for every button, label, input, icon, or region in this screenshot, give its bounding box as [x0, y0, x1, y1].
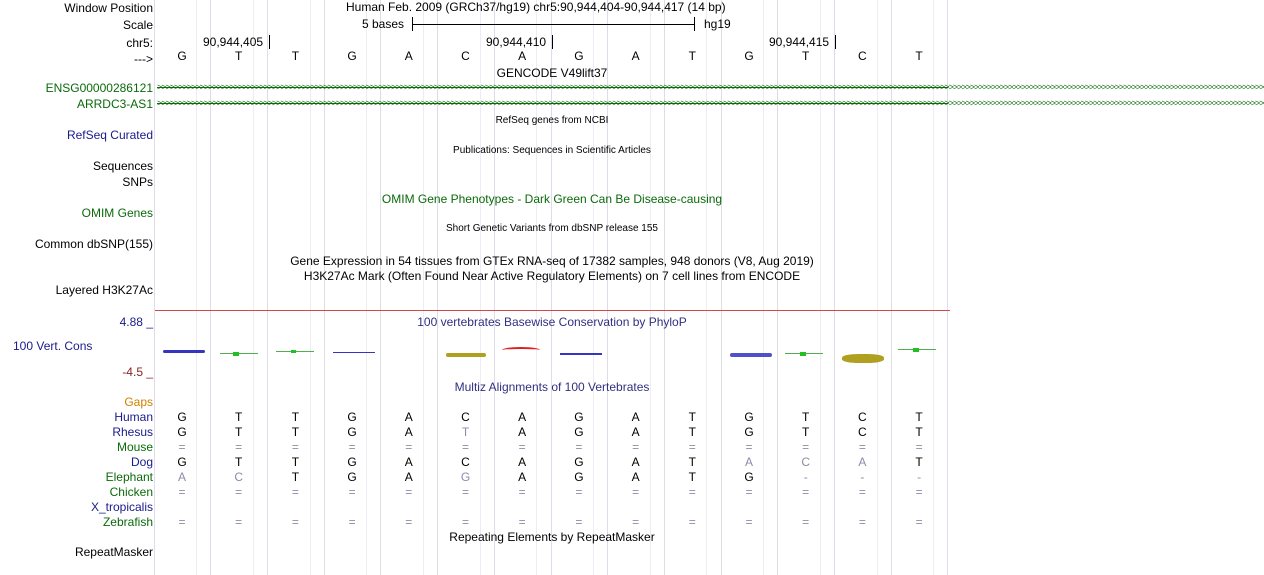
- alignment-base: =: [461, 515, 469, 529]
- phylop-max-label: 4.88 _: [119, 315, 153, 329]
- dbsnp-label[interactable]: Common dbSNP(155): [34, 237, 153, 251]
- position-label-2: 90,944,410: [486, 35, 547, 49]
- alignment-base: T: [291, 410, 300, 424]
- sequence-base: G: [177, 49, 187, 63]
- omim-label[interactable]: OMIM Genes: [81, 206, 153, 220]
- sequence-base: A: [631, 49, 640, 63]
- sequences-label[interactable]: Sequences: [92, 159, 153, 173]
- cons-mark-8: [502, 347, 540, 353]
- alignment-base: =: [745, 440, 753, 454]
- alignment-base: G: [744, 470, 754, 484]
- alignment-base: =: [291, 440, 299, 454]
- species-label-zebrafish[interactable]: Zebrafish: [102, 515, 153, 529]
- alignment-base: =: [632, 515, 640, 529]
- alignment-base: T: [915, 455, 923, 469]
- alignment-base: =: [915, 440, 923, 454]
- sequence-base: A: [518, 49, 527, 63]
- alignment-base: =: [235, 440, 243, 454]
- chrom-label: chr5:: [126, 36, 153, 50]
- alignment-base: =: [802, 515, 810, 529]
- alignment-base: G: [460, 470, 471, 484]
- alignment-base: =: [518, 485, 526, 499]
- window-position-label: Window Position: [64, 1, 153, 15]
- alignment-base: =: [915, 515, 923, 529]
- alignment-base: =: [461, 440, 469, 454]
- alignment-base: G: [744, 410, 754, 424]
- gaps-label[interactable]: Gaps: [124, 395, 153, 409]
- cons-mark-2: [220, 353, 258, 354]
- alignment-base: =: [858, 515, 866, 529]
- cons-mark-1: [163, 350, 205, 353]
- sequence-base: A: [404, 49, 413, 63]
- alignment-base: T: [802, 425, 810, 439]
- cons-mark-3: [233, 352, 239, 356]
- alignment-base: G: [177, 455, 187, 469]
- strand-label: --->: [134, 52, 153, 66]
- alignment-base: =: [405, 440, 413, 454]
- alignment-base: A: [631, 470, 640, 484]
- alignment-base: G: [574, 425, 584, 439]
- sequence-base: G: [347, 49, 357, 63]
- refseq-label[interactable]: RefSeq Curated: [66, 128, 153, 142]
- cons-label[interactable]: 100 Vert. Cons: [13, 339, 93, 353]
- alignment-base: =: [575, 440, 583, 454]
- alignment-base: G: [347, 470, 357, 484]
- alignment-base: =: [688, 515, 696, 529]
- alignment-base: =: [405, 485, 413, 499]
- alignment-base: A: [631, 425, 640, 439]
- alignment-base: C: [234, 470, 244, 484]
- cons-mark-15: [913, 348, 919, 352]
- h3k27ac-title[interactable]: H3K27Ac Mark (Often Found Near Active Regulatory Elements) on 7 cell lines from ENCODE: [303, 269, 801, 283]
- alignment-base: A: [518, 425, 527, 439]
- cons-mark-6: [333, 352, 375, 353]
- cons-mark-5: [291, 350, 296, 353]
- alignment-base: A: [518, 455, 527, 469]
- publications-title[interactable]: Publications: Sequences in Scientific Articles: [453, 145, 651, 156]
- scale-bar-left-tick: [412, 17, 413, 31]
- alignment-base: A: [177, 470, 186, 484]
- alignment-base: T: [291, 425, 300, 439]
- gene-strand-arrows-ensg: >>>>>>>>>>>>>>>>>>>>>>>>>>>>>>>>>>>>>>>>>>>>>>>>>>>>>>>>>>>>>>>>>>>>>>>>>>>>>>>>>>>>>>>>>>>>>>>>>>>>>>>>>>>>>>>>>>>>>>>>>>>>>>>>>>>>>>>>>>>>>>>>>>>>>>>>>>>>>>>>>>>>>>>>>>>>>>>>>>>>>>>>>>>>>>>>>>>>>>>>>>>>>>>>>>>>>>>>>>>>>>>>>>>>>>>>>>>>>>>>>>>>>>>>>>>>>>>>>>>>: [157, 82, 1264, 92]
- species-label-human[interactable]: Human: [114, 410, 153, 424]
- alignment-base: T: [915, 410, 923, 424]
- alignment-base: G: [574, 455, 584, 469]
- alignment-base: =: [688, 440, 696, 454]
- alignment-base: =: [688, 485, 696, 499]
- alignment-base: A: [631, 410, 640, 424]
- alignment-base: =: [235, 515, 243, 529]
- cons-mark-12: [800, 352, 806, 356]
- alignment-base: T: [235, 410, 243, 424]
- alignment-base: G: [177, 410, 187, 424]
- alignment-base: =: [518, 440, 526, 454]
- scale-bar: [412, 24, 695, 25]
- scale-label: Scale: [122, 18, 153, 32]
- gtex-title[interactable]: Gene Expression in 54 tissues from GTEx RNA-seq of 17382 samples, 948 donors (V8, Aug 2019): [290, 254, 814, 268]
- sequence-base: T: [802, 49, 810, 63]
- base-gridline: [154, 0, 155, 575]
- alignment-base: C: [461, 410, 470, 424]
- alignment-base: =: [291, 515, 299, 529]
- species-label-dog[interactable]: Dog: [130, 455, 153, 469]
- alignment-base: A: [404, 410, 413, 424]
- alignment-base: =: [745, 485, 753, 499]
- scale-bar-right-tick: [694, 17, 695, 31]
- alignment-base: T: [688, 410, 696, 424]
- alignment-base: =: [632, 440, 640, 454]
- phylop-title[interactable]: 100 vertebrates Basewise Conservation by PhyloP: [417, 315, 687, 329]
- alignment-base: =: [178, 485, 186, 499]
- omim-title[interactable]: OMIM Gene Phenotypes - Dark Green Can Be Disease-causing: [381, 192, 723, 206]
- alignment-base: =: [348, 485, 356, 499]
- alignment-base: =: [461, 485, 469, 499]
- sequence-base: T: [688, 49, 696, 63]
- alignment-base: A: [518, 410, 527, 424]
- alignment-base: C: [461, 455, 470, 469]
- snps-label[interactable]: SNPs: [122, 175, 153, 189]
- species-label-rhesus[interactable]: Rhesus: [112, 425, 153, 439]
- position-tick-2: [552, 35, 553, 49]
- track-separator-line: [155, 310, 950, 311]
- alignment-base: T: [802, 410, 810, 424]
- alignment-base: G: [347, 455, 357, 469]
- position-tick-1: [269, 35, 270, 49]
- alignment-base: C: [858, 425, 867, 439]
- alignment-base: C: [858, 410, 867, 424]
- refseq-title[interactable]: RefSeq genes from NCBI: [495, 115, 609, 126]
- gene-label-arrdc3-as1[interactable]: ARRDC3-AS1: [76, 97, 153, 111]
- alignment-base: A: [518, 470, 527, 484]
- alignment-base: G: [574, 410, 584, 424]
- alignment-base: T: [688, 470, 696, 484]
- alignment-base: =: [802, 485, 810, 499]
- alignment-base: G: [574, 470, 584, 484]
- species-label-x_tropicalis[interactable]: X_tropicalis: [90, 500, 153, 514]
- alignment-base: T: [291, 470, 300, 484]
- gencode-title[interactable]: GENCODE V49lift37: [496, 66, 608, 80]
- alignment-base: =: [405, 515, 413, 529]
- multiz-title[interactable]: Multiz Alignments of 100 Vertebrates: [454, 380, 650, 394]
- alignment-base: G: [347, 410, 357, 424]
- alignment-base: =: [348, 440, 356, 454]
- sequence-base: T: [915, 49, 923, 63]
- alignment-base: =: [802, 440, 810, 454]
- alignment-base: G: [177, 425, 187, 439]
- cons-mark-10: [730, 353, 772, 357]
- alignment-base: T: [291, 455, 300, 469]
- alignment-base: =: [745, 515, 753, 529]
- alignment-base: =: [178, 515, 186, 529]
- species-label-elephant[interactable]: Elephant: [105, 470, 153, 484]
- alignment-base: -: [860, 470, 865, 484]
- alignment-base: T: [915, 425, 923, 439]
- alignment-base: =: [575, 485, 583, 499]
- alignment-base: =: [178, 440, 186, 454]
- alignment-base: T: [688, 455, 696, 469]
- gene-strand-arrows-arrdc3: >>>>>>>>>>>>>>>>>>>>>>>>>>>>>>>>>>>>>>>>>>>>>>>>>>>>>>>>>>>>>>>>>>>>>>>>>>>>>>>>>>>>>>>>>>>>>>>>>>>>>>>>>>>>>>>>>>>>>>>>>>>>>>>>>>>>>>>>>>>>>>>>>>>>>>>>>>>>>>>>>>>>>>>>>>>>>>>>>>>>>>>>>>>>>>>>>>>>>>>>>>>>>>>>>>>>>>>>>>>>>>>>>>>>>>>>>>>>>>>>>>>>>>>>>>>>>>>>>>>>: [157, 98, 1264, 108]
- species-label-mouse[interactable]: Mouse: [116, 440, 153, 454]
- sequence-base: G: [744, 49, 754, 63]
- repeatmasker-label[interactable]: RepeatMasker: [74, 545, 153, 559]
- alignment-base: T: [235, 455, 243, 469]
- alignment-base: T: [688, 425, 696, 439]
- phylop-min-label: -4.5 _: [122, 365, 153, 379]
- h3k27ac-label[interactable]: Layered H3K27Ac: [55, 283, 153, 297]
- alignment-base: =: [915, 485, 923, 499]
- window-position-value: Human Feb. 2009 (GRCh37/hg19) chr5:90,944,404-90,944,417 (14 bp): [346, 0, 726, 14]
- alignment-base: =: [575, 515, 583, 529]
- alignment-base: A: [404, 425, 413, 439]
- alignment-base: =: [235, 485, 243, 499]
- sequence-base: C: [461, 49, 470, 63]
- sequence-base: T: [291, 49, 300, 63]
- sequence-base: G: [574, 49, 584, 63]
- position-tick-3: [835, 35, 836, 49]
- gene-label-ensg[interactable]: ENSG00000286121: [45, 81, 153, 95]
- alignment-base: -: [917, 470, 922, 484]
- dbsnp-title[interactable]: Short Genetic Variants from dbSNP release 155: [446, 223, 658, 234]
- alignment-base: A: [744, 455, 753, 469]
- cons-mark-9: [560, 353, 602, 355]
- alignment-base: A: [404, 470, 413, 484]
- alignment-base: =: [518, 515, 526, 529]
- repeatmasker-title[interactable]: Repeating Elements by RepeatMasker: [449, 530, 655, 544]
- alignment-base: A: [631, 455, 640, 469]
- alignment-base: G: [744, 425, 754, 439]
- scale-assembly: hg19: [704, 17, 731, 31]
- alignment-base: =: [632, 485, 640, 499]
- alignment-base: A: [858, 455, 867, 469]
- alignment-base: -: [803, 470, 808, 484]
- alignment-base: C: [801, 455, 811, 469]
- alignment-base: =: [348, 515, 356, 529]
- alignment-base: T: [235, 425, 243, 439]
- alignment-base: =: [858, 485, 866, 499]
- position-label-3: 90,944,415: [769, 35, 830, 49]
- cons-mark-7: [446, 353, 486, 357]
- sequence-base: T: [235, 49, 243, 63]
- sequence-base: C: [858, 49, 867, 63]
- cons-mark-13: [842, 354, 884, 363]
- species-label-chicken[interactable]: Chicken: [109, 485, 153, 499]
- alignment-base: =: [291, 485, 299, 499]
- alignment-base: A: [404, 455, 413, 469]
- position-label-1: 90,944,405: [203, 35, 264, 49]
- alignment-base: T: [461, 425, 470, 439]
- alignment-base: G: [347, 425, 357, 439]
- alignment-base: =: [858, 440, 866, 454]
- scale-text: 5 bases: [362, 17, 405, 31]
